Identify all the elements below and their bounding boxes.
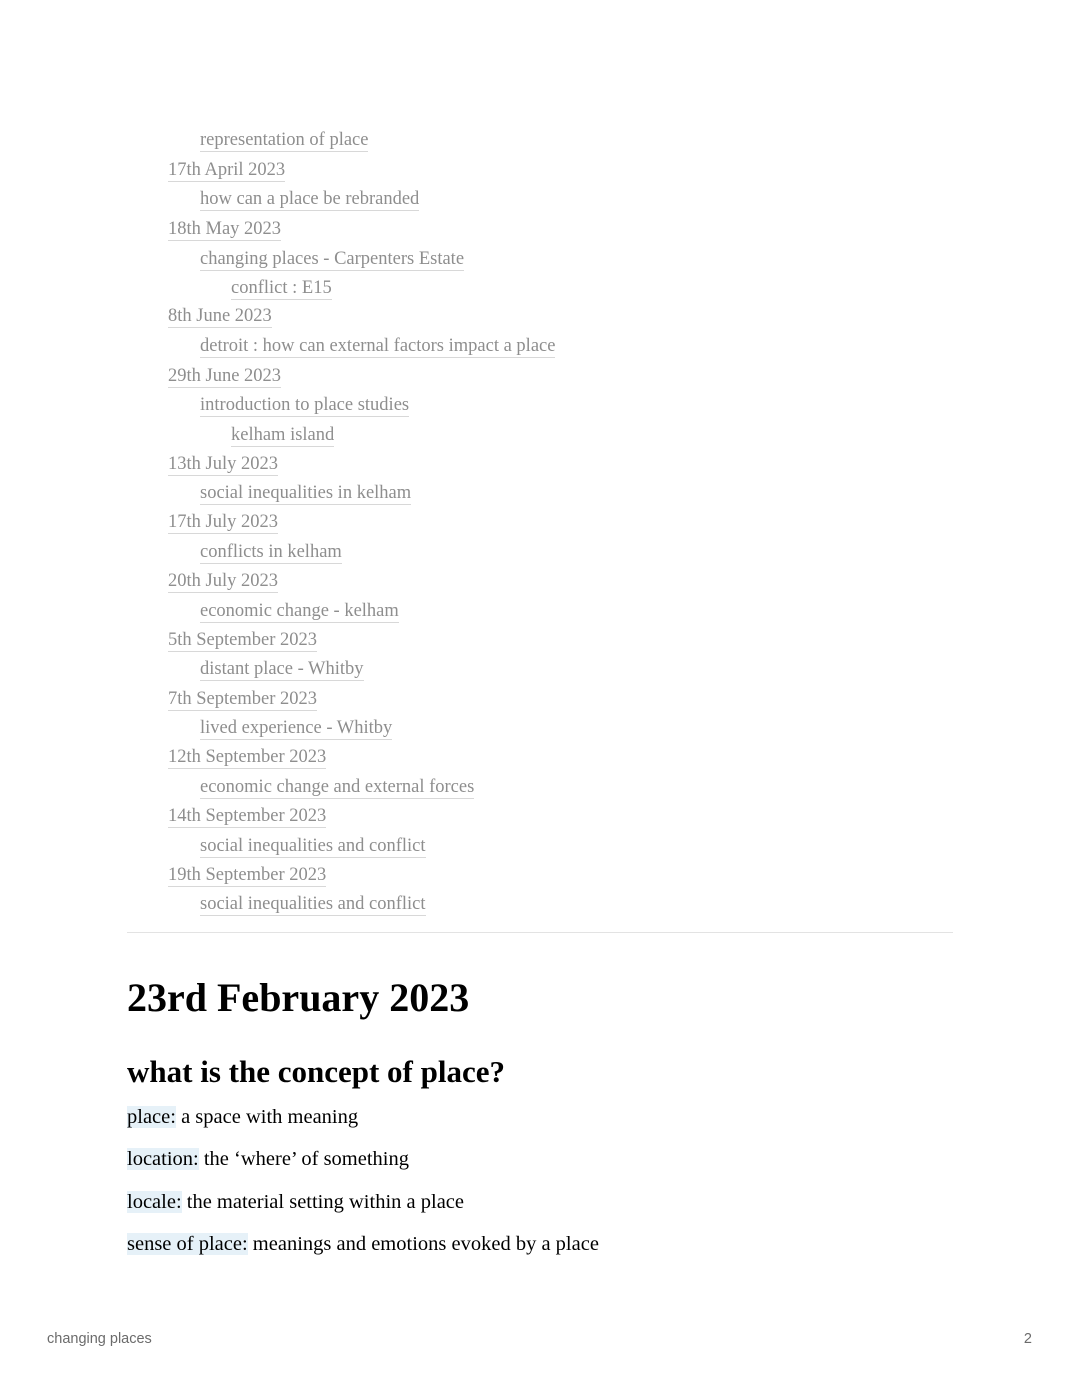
toc-link[interactable]: economic change and external forces — [200, 777, 475, 797]
toc-link[interactable]: social inequalities and conflict — [200, 836, 426, 856]
definition-text: a space with meaning — [175, 1106, 359, 1128]
toc-link[interactable]: 20th July 2023 — [168, 571, 278, 591]
toc-link[interactable]: economic change - kelham — [200, 601, 399, 621]
term-highlight: locale: — [127, 1191, 182, 1213]
date-heading: 23rd February 2023 — [127, 975, 470, 1020]
term-highlight: sense of place: — [127, 1233, 248, 1255]
footer-page-number: 2 — [1023, 1331, 1032, 1347]
term-highlight: place: — [127, 1106, 176, 1128]
toc-link[interactable]: detroit : how can external factors impact a place — [200, 336, 556, 356]
footer-document-title: changing places — [47, 1331, 152, 1347]
toc-link[interactable]: 14th September 2023 — [168, 806, 327, 826]
toc-link[interactable]: conflict : E15 — [231, 278, 332, 298]
toc-link[interactable]: social inequalities and conflict — [200, 894, 426, 914]
definition-sense-of-place — [127, 1230, 599, 1258]
toc-link[interactable]: 29th June 2023 — [168, 366, 282, 386]
toc-link[interactable]: distant place - Whitby — [200, 659, 364, 679]
toc-link[interactable]: kelham island — [231, 425, 335, 445]
definition-locale — [127, 1188, 464, 1216]
question-heading: what is the concept of place? — [127, 1054, 505, 1089]
toc-link[interactable]: 13th July 2023 — [168, 454, 278, 474]
definition-text: the material setting within a place — [181, 1191, 464, 1213]
toc-link[interactable]: lived experience - Whitby — [200, 718, 393, 738]
definition-place — [127, 1103, 358, 1131]
definition-location — [127, 1145, 409, 1173]
definition-text: the ‘where’ of something — [198, 1148, 409, 1170]
toc-link[interactable]: 17th July 2023 — [168, 512, 278, 532]
toc-link[interactable]: 19th September 2023 — [168, 865, 327, 885]
toc-link[interactable]: introduction to place studies — [200, 395, 410, 415]
toc-link[interactable]: 5th September 2023 — [168, 630, 318, 650]
toc-link[interactable]: 18th May 2023 — [168, 219, 282, 239]
toc-link[interactable]: 17th April 2023 — [168, 160, 286, 180]
term-highlight: location: — [127, 1148, 199, 1170]
definition-text: meanings and emotions evoked by a place — [247, 1233, 599, 1255]
toc-link[interactable]: 12th September 2023 — [168, 747, 327, 767]
toc-link[interactable]: conflicts in kelham — [200, 542, 342, 562]
toc-link[interactable]: 8th June 2023 — [168, 306, 272, 326]
toc-link[interactable]: representation of place — [200, 130, 369, 150]
section-divider — [127, 932, 953, 933]
toc-link[interactable]: 7th September 2023 — [168, 689, 318, 709]
toc-link[interactable]: changing places - Carpenters Estate — [200, 249, 465, 269]
toc-link[interactable]: social inequalities in kelham — [200, 483, 412, 503]
toc-link[interactable]: how can a place be rebranded — [200, 189, 420, 209]
